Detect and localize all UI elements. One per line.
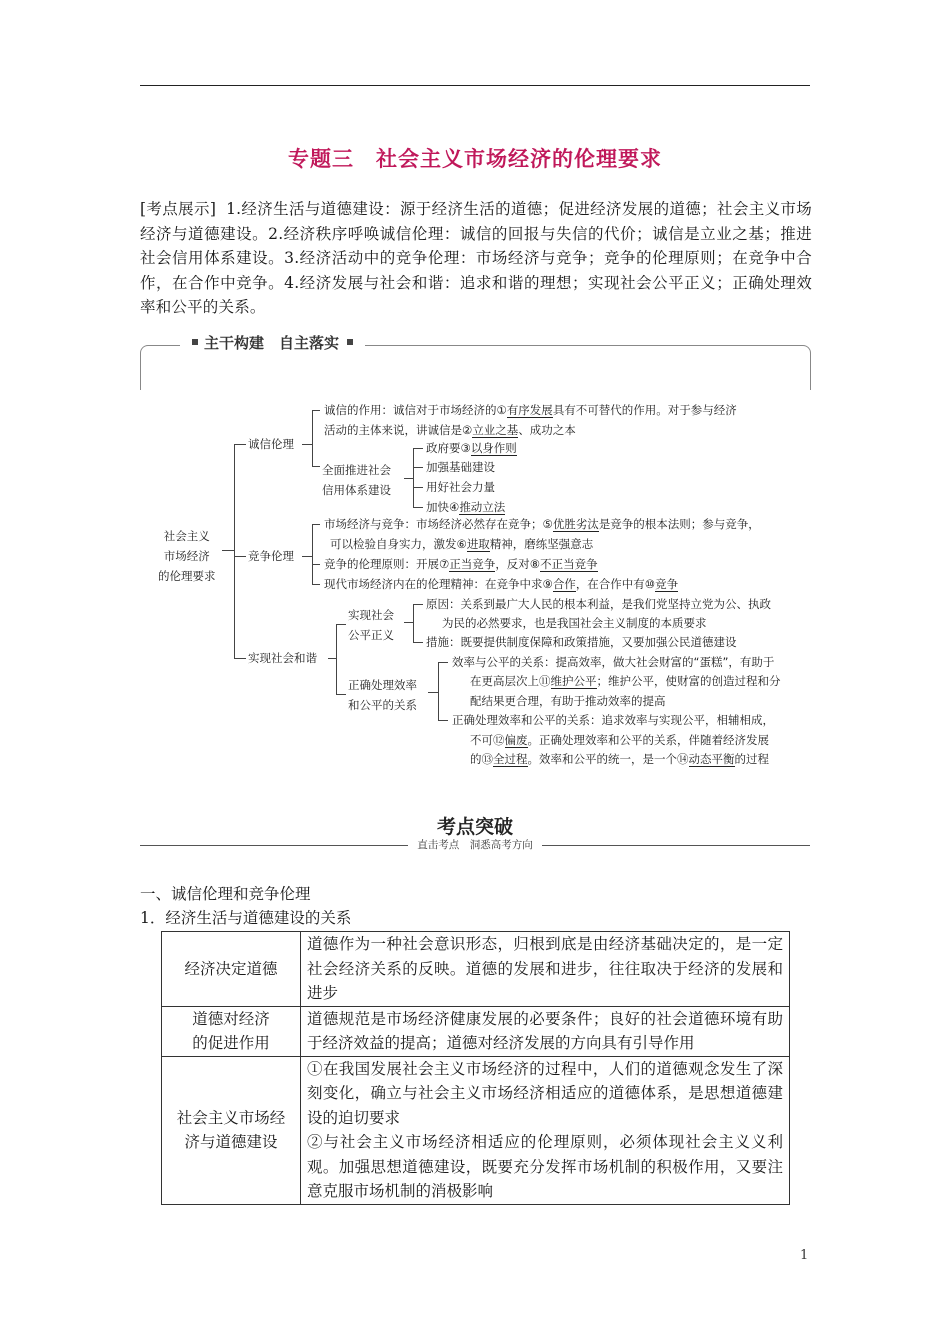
node-tuijin: 全面推进社会 信用体系建设 — [322, 463, 391, 497]
node-xiaolv-1c: 配结果更合理，有助于推动效率的提高 — [470, 694, 666, 708]
node-gongping-1b: 为民的必然要求，也是我国社会主义制度的本质要求 — [442, 616, 707, 630]
table-row — [162, 932, 790, 1007]
node-chengxin: 诚信伦理 — [248, 437, 294, 451]
node-gongping-2: 措施：既要提供制度保障和政策措施，又要加强公民道德建设 — [426, 635, 737, 649]
frame-title — [180, 332, 365, 353]
node-xiaolv-2b: 不可⑫偏废。正确处理效率和公平的关系，伴随着经济发展 — [470, 733, 769, 747]
node-jingzheng-1b: 可以检验自身实力，激发⑥进取精神，磨练坚强意志 — [330, 537, 594, 551]
node-tuijin-2: 加强基础建设 — [426, 460, 495, 474]
table-value: ①在我国发展社会主义市场经济的过程中，人们的道德观念发生了深刻变化，确立与社会主义市场经济相适应的道德体系，是思想道德建设的迫切要求 ②与社会主义市场经济相适应的伦理原则，必须体现社会主义义利观。加强思想道德建设，既要充分发挥市场机制的积极作用，又要注意克服市场机制的消极影响 — [301, 1056, 790, 1204]
square-bullet-icon — [192, 339, 198, 345]
square-bullet-icon — [347, 339, 353, 345]
table-key: 社会主义市场经 济与道德建设 — [162, 1056, 301, 1204]
node-gongping: 实现社会 公平正义 — [348, 608, 394, 642]
mindmap-root: 社会主义 市场经济 的伦理要求 — [158, 529, 216, 583]
node-jingzheng-1: 市场经济与竞争：市场经济必然存在竞争；⑤优胜劣汰是竞争的根本法则；参与竞争， — [324, 517, 760, 531]
page-number: 1 — [800, 1248, 809, 1263]
node-xiaolv-1b: 在更高层次上⑪维护公平；维护公平，使财富的创造过程和分 — [470, 674, 781, 688]
node-xiaolv-2: 正确处理效率和公平的关系：追求效率与实现公平，相辅相成， — [452, 713, 774, 727]
node-jingzheng-2: 竞争的伦理原则：开展⑦正当竞争，反对⑧不正当竞争 — [324, 557, 598, 571]
node-hexie: 实现社会和谐 — [248, 651, 317, 665]
node-tuijin-1: 政府要③以身作则 — [426, 441, 517, 455]
table-key: 道德对经济 的促进作用 — [162, 1006, 301, 1056]
table-row — [162, 1056, 790, 1204]
node-chengxin-role-2: 活动的主体来说，讲诚信是②立业之基、成功之本 — [324, 423, 576, 437]
header-rule — [140, 85, 810, 86]
node-xiaolv-2c: 的⑬全过程。效率和公平的统一，是一个⑭动态平衡的过程 — [470, 752, 769, 766]
node-tuijin-3: 用好社会力量 — [426, 480, 495, 494]
table-value: 道德作为一种社会意识形态，归根到底是由经济基础决定的，是一定社会经济关系的反映。道德的发展和进步，往往取决于经济的发展和进步 — [301, 932, 790, 1007]
table-key: 经济决定道德 — [162, 932, 301, 1007]
intro-tag: [考点展示] — [140, 200, 217, 218]
section-title: 考点突破 — [436, 816, 513, 838]
frame-title-text: 主干构建 自主落实 — [204, 334, 340, 352]
table-row — [162, 1006, 790, 1056]
node-xiaolv: 正确处理效率 和公平的关系 — [348, 678, 417, 712]
node-tuijin-4: 加快④推动立法 — [426, 500, 506, 514]
node-jingzheng-3: 现代市场经济内在的伦理精神：在竞争中求⑨合作，在合作中有⑩竞争 — [324, 577, 679, 591]
section-subtitle: 直击考点 洞悉高考方向 — [417, 839, 533, 851]
heading-1: 一、诚信伦理和竞争伦理 — [140, 885, 311, 903]
node-jingzheng: 竞争伦理 — [248, 549, 294, 563]
heading-2: 1．经济生活与道德建设的关系 — [140, 909, 352, 927]
node-chengxin-role: 诚信的作用：诚信对于市场经济的①有序发展具有不可替代的作用。对于参与经济 — [324, 403, 737, 417]
intro-paragraph — [140, 197, 812, 320]
table-value: 道德规范是市场经济健康发展的必要条件；良好的社会道德环境有助于经济效益的提高；道德对经济发展的方向具有引导作用 — [301, 1006, 790, 1056]
node-xiaolv-1: 效率与公平的关系：提高效率，做大社会财富的“蛋糕”，有助于 — [452, 655, 775, 669]
intro-text: 1.经济生活与道德建设：源于经济生活的道德；促进经济发展的道德；社会主义市场经济与道德建设。2.经济秩序呼唤诚信伦理：诚信的回报与失信的代价；诚信是立业之基；推进社会信用体系建设。3.经济活动中的竞争伦理：市场经济与竞争；竞争的伦理原则；在竞争中合作，在合作中竞争。4.经济发展与社会和谐：追求和谐的理想；实现社会公平正义；正确处理效率和公平的关系。 — [140, 200, 812, 316]
relation-table — [161, 931, 790, 1205]
node-gongping-1: 原因：关系到最广大人民的根本利益，是我们党坚持立党为公、执政 — [426, 597, 771, 611]
page-title: 专题三 社会主义市场经济的伦理要求 — [288, 147, 662, 171]
